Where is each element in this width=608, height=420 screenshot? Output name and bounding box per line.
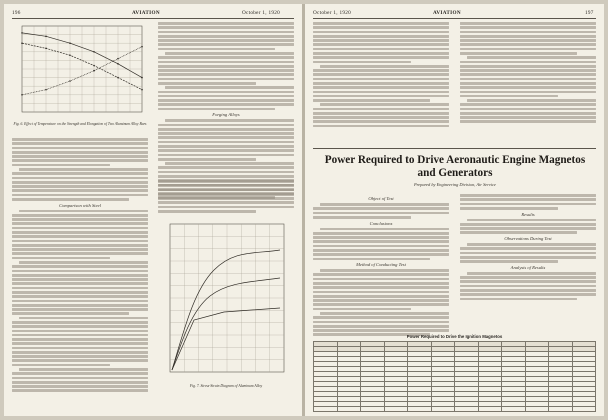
power-results-table [313, 341, 596, 412]
subhead-conclusions: Conclusions [369, 220, 393, 226]
data-point [117, 63, 119, 65]
table-row [314, 406, 596, 411]
table-cell [478, 406, 502, 411]
left-col-2-upper [158, 22, 294, 201]
left-date: October 1, 1920 [242, 10, 281, 16]
right-col-2-article [460, 194, 596, 302]
stress-figure-caption: Fig. 7. Stress-Strain Diagram of Aluminum Alloy [189, 384, 263, 388]
left-running-title: AVIATION [132, 10, 160, 16]
left-col-1-lower [12, 138, 148, 394]
table-cell [408, 406, 432, 411]
right-col-1-upper [313, 22, 449, 129]
left-page-number: 196 [12, 10, 21, 16]
table-title: Power Required to Drive the Ignition Magnetos [406, 334, 503, 339]
data-point [21, 94, 23, 96]
data-point [45, 36, 47, 38]
temperature-strength-chart [12, 22, 146, 120]
subhead-results: Results [521, 211, 535, 217]
data-point [141, 46, 143, 48]
left-page [4, 4, 302, 416]
table-cell [361, 406, 385, 411]
data-point [69, 54, 71, 56]
data-point [93, 70, 95, 72]
data-point [141, 77, 143, 79]
left-subhead-comparison: Comparison with Steel [59, 202, 101, 208]
left-header-rule [12, 18, 294, 19]
table-cell [314, 406, 338, 411]
article-title: Power Required to Drive Aeronautic Engine Magnetos and Generators [324, 154, 586, 179]
left-figure-caption: Fig. 6. Effect of Temperature on the Strength and Elongation of Two Aluminum Alloy Bars [13, 122, 147, 126]
data-point [117, 58, 119, 60]
right-page-number: 197 [585, 10, 594, 16]
table-cell [431, 406, 455, 411]
subhead-object: Object of Test [368, 196, 394, 201]
subhead-analysis: Analysis of Results [510, 264, 546, 270]
subhead-method: Method of Conducting Test [356, 262, 406, 268]
subhead-observations: Observations During Test [504, 236, 552, 242]
right-date: October 1, 1920 [313, 10, 352, 16]
table-cell [384, 406, 408, 411]
article-top-rule [313, 148, 596, 149]
left-subhead-forging: Forging Alloys [212, 112, 240, 118]
data-point [117, 77, 119, 79]
right-col-2-upper [460, 22, 596, 125]
data-point [45, 48, 47, 50]
data-point [141, 89, 143, 91]
table-cell [455, 406, 479, 411]
right-col-1-article [313, 194, 449, 338]
article-byline: Prepared by Engineering Division, Air Service [413, 182, 497, 187]
stress-curve-1 [172, 250, 280, 370]
data-point [21, 42, 23, 44]
table-cell [549, 406, 573, 411]
right-running-title: AVIATION [433, 10, 461, 16]
left-col-2-mid [158, 180, 294, 214]
right-page [305, 4, 604, 416]
table-cell [337, 406, 361, 411]
stress-curve-2 [172, 278, 280, 370]
table-cell [572, 406, 596, 411]
right-header-rule [313, 18, 596, 19]
table-cell [525, 406, 549, 411]
data-point [21, 32, 23, 34]
data-point [69, 42, 71, 44]
table-cell [502, 406, 526, 411]
stress-strain-diagram [164, 220, 288, 380]
data-point [93, 65, 95, 67]
data-point [69, 80, 71, 82]
data-point [45, 89, 47, 91]
data-point [93, 51, 95, 53]
